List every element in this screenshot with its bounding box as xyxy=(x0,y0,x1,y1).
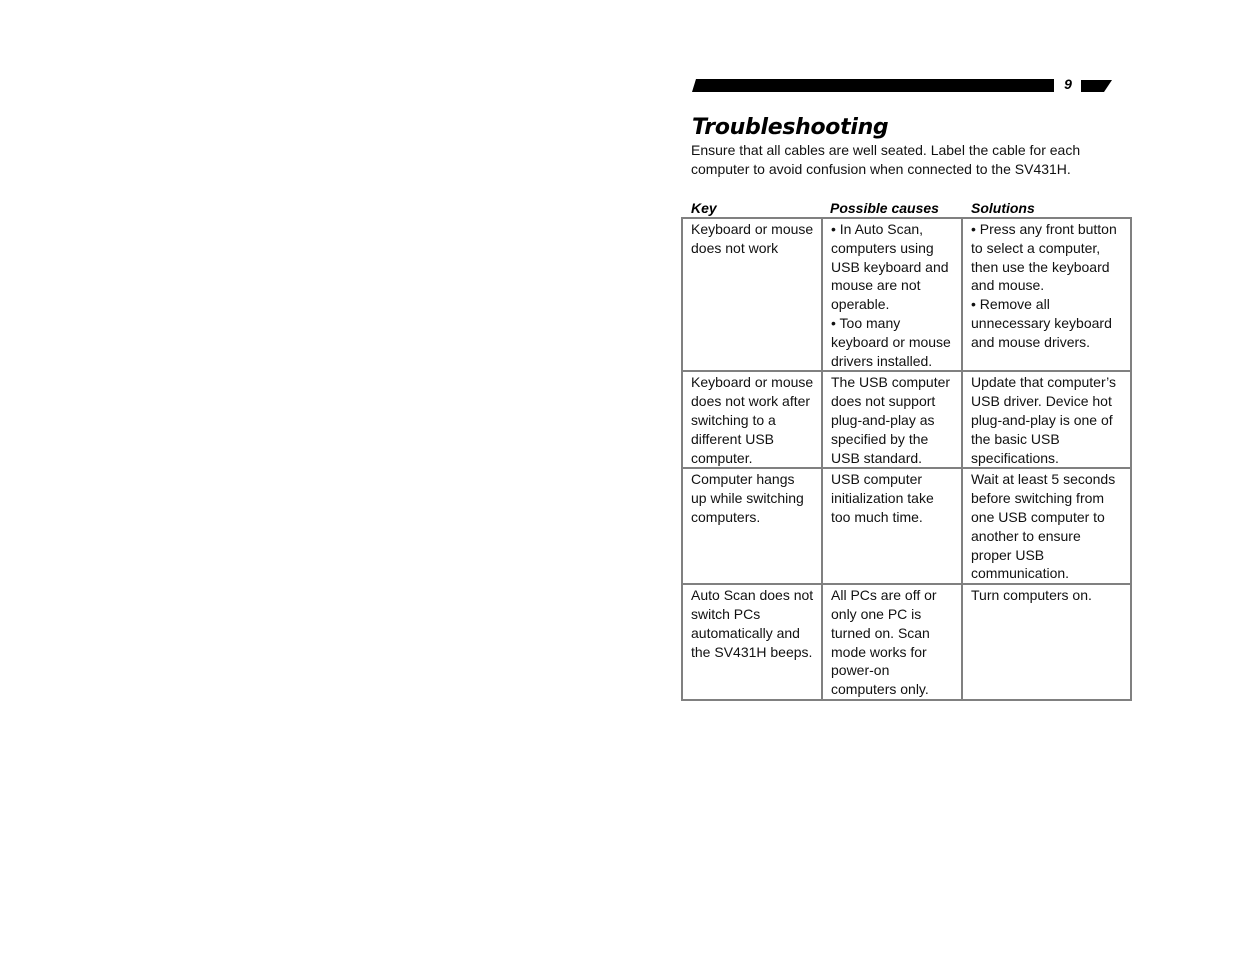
table-row xyxy=(683,469,1130,585)
column-header-key: Key xyxy=(691,200,717,216)
cell-line: USB computer xyxy=(831,471,923,488)
cell-possible-cause xyxy=(823,469,963,585)
cell-line: All PCs are off or xyxy=(831,587,937,604)
table-row xyxy=(683,585,1130,699)
cell-possible-cause xyxy=(823,372,963,469)
cell-line: Turn computers on. xyxy=(971,587,1092,604)
cell-line: to select a computer, xyxy=(971,239,1101,256)
cell-solution xyxy=(963,469,1130,585)
cell-line: different USB xyxy=(691,430,775,447)
cell-key xyxy=(683,219,823,372)
cell-possible-cause xyxy=(823,585,963,699)
page-title: Troubleshooting xyxy=(692,115,889,140)
cell-possible-cause xyxy=(823,219,963,372)
cell-line: The USB computer xyxy=(831,374,951,391)
cell-line: Auto Scan does not xyxy=(691,587,814,604)
intro-line: computer to avoid confusion when connected to the SV431H. xyxy=(691,160,1071,177)
header-bar-right xyxy=(1081,80,1112,92)
cell-line: drivers installed. xyxy=(831,352,933,369)
column-header-solutions: Solutions xyxy=(971,200,1035,216)
cell-key xyxy=(683,585,823,699)
cell-line: keyboard or mouse xyxy=(831,333,951,350)
cell-line: computers. xyxy=(691,508,761,525)
cell-line: USB keyboard and xyxy=(831,258,949,275)
cell-line: only one PC is xyxy=(831,605,922,622)
cell-line: computers only. xyxy=(831,681,929,698)
cell-line: and mouse. xyxy=(971,277,1045,294)
table-body xyxy=(683,219,1130,699)
cell-line: Update that computer’s xyxy=(971,374,1117,391)
cell-line: mode works for xyxy=(831,643,927,660)
intro-line: Ensure that all cables are well seated. Label the cable for each xyxy=(691,142,1081,158)
cell-line: the basic USB xyxy=(971,430,1060,447)
cell-line: switch PCs xyxy=(691,605,761,622)
header-bar-graphic xyxy=(690,78,1114,94)
cell-line: too much time. xyxy=(831,508,923,525)
cell-line: • In Auto Scan, xyxy=(831,221,924,237)
cell-line: switching to a xyxy=(691,411,776,428)
cell-line: then use the keyboard xyxy=(971,258,1110,275)
cell-line: before switching from xyxy=(971,490,1105,507)
table-row xyxy=(683,372,1130,469)
cell-line: computer. xyxy=(691,449,753,466)
cell-line: • Press any front button xyxy=(971,221,1117,237)
cell-line: communication. xyxy=(971,565,1070,582)
cell-key xyxy=(683,372,823,469)
cell-line: unnecessary keyboard xyxy=(971,314,1112,331)
cell-line: • Too many xyxy=(831,314,901,331)
header-bar-left xyxy=(692,79,1054,92)
cell-line: automatically and xyxy=(691,624,800,641)
cell-line: computers using xyxy=(831,239,934,256)
cell-line: the SV431H beeps. xyxy=(691,643,813,660)
cell-line: and mouse drivers. xyxy=(971,333,1091,350)
cell-line: • Remove all xyxy=(971,296,1050,313)
cell-line: does not work after xyxy=(691,393,811,410)
cell-line: plug-and-play as xyxy=(831,411,935,428)
cell-solution xyxy=(963,372,1130,469)
cell-line: Computer hangs xyxy=(691,471,795,488)
cell-line: another to ensure xyxy=(971,527,1081,544)
cell-line: specifications. xyxy=(971,449,1059,466)
page-header-band xyxy=(690,78,1114,94)
cell-line: specified by the xyxy=(831,430,929,447)
cell-line: Keyboard or mouse xyxy=(691,374,814,391)
cell-line: plug-and-play is one of xyxy=(971,411,1113,428)
table-row xyxy=(683,219,1130,372)
cell-line: Keyboard or mouse xyxy=(691,221,814,237)
cell-line: does not work xyxy=(691,239,779,256)
cell-line: proper USB xyxy=(971,546,1045,563)
cell-solution xyxy=(963,585,1130,699)
column-header-possible-causes: Possible causes xyxy=(830,200,939,216)
cell-solution xyxy=(963,219,1130,372)
cell-line: USB driver. Device hot xyxy=(971,393,1112,410)
cell-line: operable. xyxy=(831,296,890,313)
cell-line: initialization take xyxy=(831,490,934,507)
cell-line: up while switching xyxy=(691,490,804,507)
cell-line: turned on. Scan xyxy=(831,624,930,641)
intro-paragraph xyxy=(691,141,1111,178)
troubleshooting-table xyxy=(681,217,1132,701)
cell-line: does not support xyxy=(831,393,936,410)
cell-line: Wait at least 5 seconds xyxy=(971,471,1116,488)
cell-line: one USB computer to xyxy=(971,508,1105,525)
cell-line: mouse are not xyxy=(831,277,921,294)
cell-key xyxy=(683,469,823,585)
cell-line: power-on xyxy=(831,662,890,679)
page-number: 9 xyxy=(1064,76,1072,92)
cell-line: USB standard. xyxy=(831,449,923,466)
